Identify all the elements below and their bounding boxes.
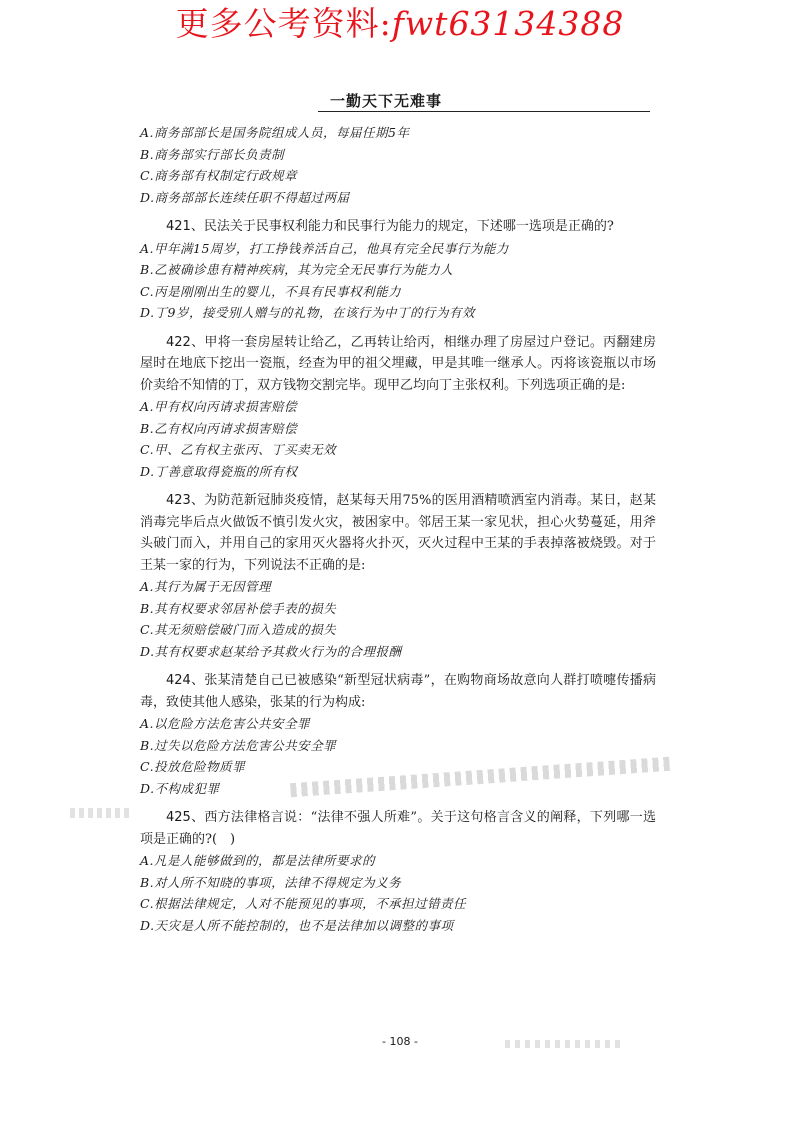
option: A.凡是人能够做到的，都是法律所要求的 [140, 853, 376, 868]
question-number: 424 [166, 673, 191, 688]
option: A.以危险方法危害公共安全罪 [140, 716, 311, 731]
running-header: 一勤天下无难事 [330, 92, 443, 110]
option: A.甲有权向丙请求损害赔偿 [140, 399, 298, 414]
question-422 [140, 332, 656, 483]
question-425 [140, 807, 656, 936]
question-number: 422 [166, 334, 191, 350]
question-stem [140, 807, 656, 850]
option: C.甲、乙有权主张丙、丁买卖无效 [140, 442, 337, 457]
question-stem [140, 670, 656, 713]
option: C.根据法律规定，人对不能预见的事项，不承担过错责任 [140, 896, 467, 911]
option: C.丙是刚刚出生的婴儿，不具有民事权利能力 [140, 283, 402, 299]
option: A.甲年满15周岁，打工挣钱养活自己，他具有完全民事行为能力 [140, 240, 509, 256]
option: D.不构成犯罪 [140, 780, 220, 796]
question-number: 425 [166, 810, 191, 825]
question-text: 、民法关于民事权利能力和民事行为能力的规定，下述哪一选项是正确的? [190, 219, 614, 234]
option: D.其有权要求赵某给予其救火行为的合理报酬 [140, 643, 402, 659]
header-rule [318, 111, 650, 112]
watermark-banner [0, 2, 800, 46]
previous-question-options [140, 122, 656, 208]
option: C.商务部有权制定行政规章 [140, 168, 298, 183]
faded-mark [70, 808, 130, 818]
question-text: 、为防范新冠肺炎疫情，赵某每天用75%的医用酒精喷洒室内消毒。某日，赵某消毒完毕后点火做饭不慎引发火灾，被困家中。邻居王某一家见状，担心火势蔓延，用斧头破门而入，并用自己的家用灭火器将火扑灭，灭火过程中王某的手表掉落被烧毁。对于王某一家的行为，下列说法不正确的是: [140, 493, 656, 573]
option: A.其行为属于无因管理 [140, 579, 272, 594]
question-text: 、西方法律格言说：“法律不强人所难”。关于这句格言含义的阐释，下列哪一选项是正确的?( ) [140, 810, 656, 847]
option: C.投放危险物质罪 [140, 759, 246, 774]
option: A.商务部部长是国务院组成人员，每届任期5年 [140, 125, 410, 140]
banner-prefix: 更多公考资料: [175, 4, 392, 43]
question-number: 423 [166, 493, 191, 508]
banner-code: fwt63134388 [391, 4, 625, 43]
question-421 [140, 216, 656, 324]
option: B.乙有权向丙请求损害赔偿 [140, 420, 298, 436]
option: B.过失以危险方法危害公共安全罪 [140, 737, 337, 753]
question-424 [140, 670, 656, 799]
option: B.其有权要求邻居补偿手表的损失 [140, 600, 337, 616]
question-stem [140, 332, 656, 397]
question-stem [140, 490, 656, 576]
option: D.天灾是人所不能控制的，也不是法律加以调整的事项 [140, 917, 454, 933]
option: B.商务部实行部长负责制 [140, 146, 285, 162]
option: C.其无须赔偿破门而入造成的损失 [140, 622, 337, 637]
question-stem [140, 216, 656, 238]
option: B.对人所不知晓的事项，法律不得规定为义务 [140, 874, 402, 890]
page-content [140, 122, 656, 936]
option: D.商务部部长连续任职不得超过两届 [140, 189, 350, 205]
question-423 [140, 490, 656, 662]
option: B.乙被确诊患有精神疾病，其为完全无民事行为能力人 [140, 262, 454, 277]
page-number: - 108 - [382, 1035, 418, 1048]
question-text: 、甲将一套房屋转让给乙，乙再转让给丙，相继办理了房屋过户登记。丙翻建房屋时在地底下挖出一瓷瓶，经查为甲的祖父埋藏，甲是其唯一继承人。丙将该瓷瓶以市场价卖给不知情的丁，双方钱物交割完毕。现甲乙均向丁主张权利。下列选项正确的是: [140, 334, 656, 393]
question-number: 421 [166, 219, 191, 234]
question-text: 、张某清楚自己已被感染“新型冠状病毒”，在购物商场故意向人群打喷嚏传播病毒，致使其他人感染，张某的行为构成: [140, 673, 656, 710]
option: D.丁善意取得瓷瓶的所有权 [140, 463, 298, 479]
option: D.丁9岁，接受别人赠与的礼物，在该行为中丁的行为有效 [140, 305, 476, 320]
